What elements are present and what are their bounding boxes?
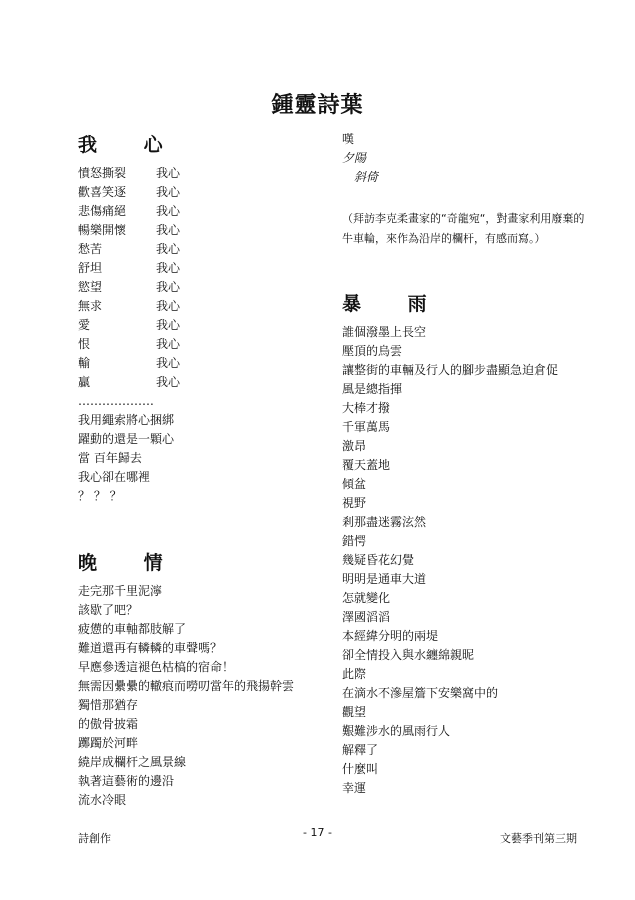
- poem-line: 怎就變化: [342, 591, 391, 605]
- poem-line-pair: [78, 183, 328, 202]
- poem-line: 獨惜那猶存: [78, 698, 139, 712]
- poem-line-second: 我心: [156, 185, 181, 199]
- poem-line: 夕陽: [342, 151, 367, 165]
- poem-bao-yu: [342, 323, 602, 798]
- poem-line: 激昂: [342, 439, 367, 453]
- poem-wo-xin-pairs: [78, 164, 328, 392]
- poem-wo-xin-ending: [78, 392, 328, 506]
- footer-publication: 文藝季刊第三期: [500, 832, 577, 845]
- poem-line-pair: [78, 164, 328, 183]
- poem-line-second: 我心: [156, 223, 181, 237]
- poem-line-first: 歡喜笑逐: [78, 185, 127, 199]
- poem-line: 澤國滔滔: [342, 610, 391, 624]
- poem-line: 疲憊的車軸都肢解了: [78, 622, 187, 636]
- poem-line: 艱難涉水的風雨行人: [342, 724, 451, 738]
- poem-line: 該歇了吧？: [78, 603, 139, 617]
- poem-note: （拜訪李克柔畫家的“奇龍宛“，對畫家利用廢棄的牛車輪，來作為沿岸的欄杆，有感而寫。）: [342, 212, 585, 245]
- footer-section-label: 詩創作: [78, 832, 111, 845]
- poem-line-second: 我心: [156, 299, 181, 313]
- right-column: [342, 130, 602, 798]
- poem-line-second: 我心: [156, 356, 181, 370]
- poem-line-second: 我心: [156, 204, 181, 218]
- poem-line-pair: [78, 240, 328, 259]
- poem-line: 流水冷眼: [78, 793, 127, 807]
- poem-line: 在滴水不滲屋簷下安樂窩中的: [342, 686, 499, 700]
- poem-line-pair: [78, 278, 328, 297]
- poem-line: 執著這藝術的邊沿: [78, 774, 175, 788]
- poem-line: 幸運: [342, 781, 367, 795]
- poem-line: 此際: [342, 667, 367, 681]
- poem-line: 明明是通車大道: [342, 572, 427, 586]
- poem-line: 無需因纍纍的轍痕而嘮叨當年的飛揚幹雲: [78, 679, 295, 693]
- poem-line: 走完那千里泥濘: [78, 584, 163, 598]
- poem-line-first: 輸: [78, 356, 91, 370]
- poem-line-second: 我心: [156, 261, 181, 275]
- poem-heading-wan-qing: 晚 情: [78, 552, 183, 574]
- poem-line: ……………….: [78, 394, 154, 408]
- poem-line: 當 百年歸去: [78, 451, 142, 465]
- poem-line: 覆天蓋地: [342, 458, 391, 472]
- poem-line: 我心卻在哪裡: [78, 470, 151, 484]
- poem-line: 千軍萬馬: [342, 420, 391, 434]
- poem-line: 壓頂的烏雲: [342, 344, 403, 358]
- poem-heading-wo-xin: 我 心: [78, 134, 183, 156]
- poem-line: 讓整街的車輛及行人的腳步盡顯急迫倉促: [342, 363, 559, 377]
- poem-line-first: 舒坦: [78, 261, 103, 275]
- poem-line: 繞岸成欄杆之風景線: [78, 755, 187, 769]
- poem-wan-qing-continued: [342, 130, 602, 187]
- poem-line: 什麼叫: [342, 762, 379, 776]
- poem-heading-bao-yu: 暴 雨: [342, 293, 447, 315]
- poem-line-second: 我心: [156, 166, 181, 180]
- poem-line-pair: [78, 373, 328, 392]
- poem-line-pair: [78, 297, 328, 316]
- poem-line: 錯愕: [342, 534, 367, 548]
- poem-line-first: 愁苦: [78, 242, 103, 256]
- poem-line-second: 我心: [156, 375, 181, 389]
- poem-line: ？ ？ ？: [78, 489, 122, 503]
- poem-line-second: 我心: [156, 318, 181, 332]
- poem-line: 的傲骨披霜: [78, 717, 139, 731]
- poem-line-second: 我心: [156, 337, 181, 351]
- poem-line-pair: [78, 335, 328, 354]
- poem-line-first: 恨: [78, 337, 91, 351]
- poem-line-pair: [78, 354, 328, 373]
- poem-line: 大棒才撥: [342, 401, 391, 415]
- poem-line-first: 憤怒撕裂: [78, 166, 127, 180]
- poem-line: 剎那盡迷霧泫然: [342, 515, 427, 529]
- poem-line: 本經緯分明的兩堤: [342, 629, 439, 643]
- poem-line: 觀望: [342, 705, 367, 719]
- poem-line: 風是總指揮: [342, 382, 403, 396]
- poem-line: 傾盆: [342, 477, 367, 491]
- poem-line: 早應參透這褪色枯槁的宿命！: [78, 660, 235, 674]
- poem-line: 難道還再有轔轔的車聲嗎？: [78, 641, 223, 655]
- poem-line-second: 我心: [156, 280, 181, 294]
- poem-line: 躑躅於河畔: [78, 736, 139, 750]
- page-title: 鍾靈詩葉: [271, 93, 364, 118]
- poem-line-first: 暢樂開懷: [78, 223, 127, 237]
- poem-line: 嘆: [342, 132, 355, 146]
- poem-line: 躍動的還是一顆心: [78, 432, 175, 446]
- poem-line-first: 愛: [78, 318, 91, 332]
- poem-line: 幾疑昏花幻覺: [342, 553, 415, 567]
- poem-line-first: 贏: [78, 375, 91, 389]
- poem-line: 我用繩索將心捆綁: [78, 413, 175, 427]
- poem-wan-qing: [78, 582, 328, 810]
- poem-line: 卻全情投入與水纏綿親昵: [342, 648, 475, 662]
- poem-line-second: 我心: [156, 242, 181, 256]
- poem-line-first: 慾望: [78, 280, 103, 294]
- poem-line: 視野: [342, 496, 367, 510]
- poem-line-pair: [78, 259, 328, 278]
- poem-line: 斜倚: [354, 170, 379, 184]
- poem-line-pair: [78, 202, 328, 221]
- left-column: [78, 130, 328, 810]
- poem-line: 誰個潑墨上長空: [342, 325, 427, 339]
- poem-line-first: 無求: [78, 299, 103, 313]
- page-number: - 17 -: [303, 826, 332, 839]
- poem-line: 解釋了: [342, 743, 379, 757]
- poem-line-pair: [78, 316, 328, 335]
- poem-line-first: 悲傷痛絕: [78, 204, 127, 218]
- poem-line-pair: [78, 221, 328, 240]
